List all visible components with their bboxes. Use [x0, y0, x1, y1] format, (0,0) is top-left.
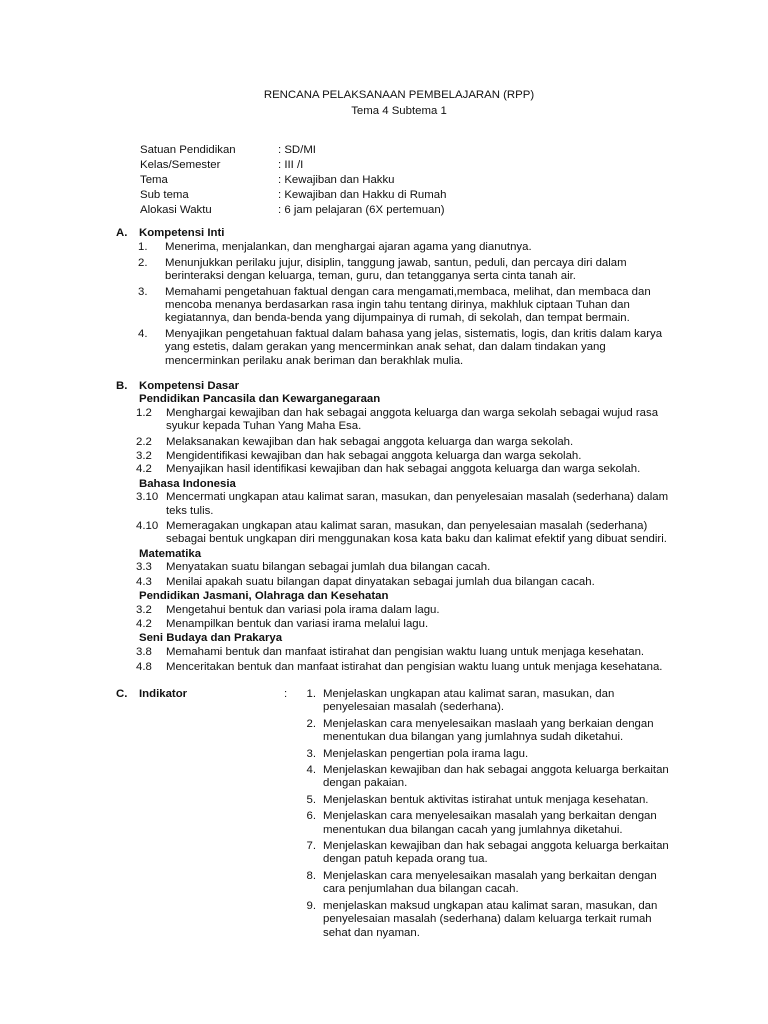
identity-row: [140, 143, 446, 158]
item-text: Menghargai kewajiban dan hak sebagai anggota keluarga dan warga sekolah sebagai wujud rasa syukur kepada Tuhan Yang Maha Esa.: [166, 406, 659, 433]
ki-list: [116, 241, 676, 368]
identity-label: Alokasi Waktu: [140, 204, 212, 216]
identity-table: [140, 143, 446, 218]
item-number: 3.8: [136, 645, 152, 658]
item-number: 4.2: [136, 617, 152, 630]
identity-value: : 6 jam pelajaran (6X pertemuan): [278, 204, 445, 216]
item-text: Menjelaskan cara menyelesaikan masalah yang berkaitan dengan cara penjumlahan dua bilangan cacah.: [323, 869, 657, 896]
item-number: 5.: [306, 793, 316, 806]
item-number: 1.: [306, 688, 316, 700]
list-item: [292, 900, 672, 940]
list-item: [116, 257, 676, 284]
section-letter: C.: [116, 688, 128, 700]
subject-heading: Pendidikan Pancasila dan Kewarganegaraan: [139, 393, 381, 406]
section-heading: [116, 380, 676, 393]
list-item: [292, 810, 672, 837]
identity-value: : Kewajiban dan Hakku di Rumah: [278, 189, 447, 201]
document-header: [0, 87, 768, 119]
list-item: [116, 241, 676, 254]
item-number: 4.8: [136, 661, 152, 674]
list-item: [116, 328, 676, 368]
identity-value: : SD/MI: [278, 144, 316, 156]
item-number: 3.: [138, 285, 148, 298]
list-item: [292, 794, 672, 807]
item-number: 7.: [306, 840, 316, 853]
item-number: 2.: [138, 256, 148, 269]
indikator-list: [292, 688, 672, 943]
item-text: Menyajikan hasil identifikasi kewajiban dan hak sebagai anggota keluarga dan warga sekolah.: [166, 463, 641, 476]
list-item: [292, 688, 672, 715]
item-text: Memeragakan ungkapan atau kalimat saran, masukan, dan penyelesaian masalah (sederhana) sebagai bentuk ungkapan diri menggunakan kosa kata baku dan kalimat efektif yang dibuat sendiri.: [166, 520, 667, 546]
identity-row: [140, 173, 446, 188]
document-title: RENCANA PELAKSANAAN PEMBELAJARAN (RPP): [263, 89, 535, 101]
indikator-colon: :: [284, 688, 288, 700]
identity-row: [140, 158, 446, 173]
item-text: Menunjukkan perilaku jujur, disiplin, tanggung jawab, santun, peduli, dan percaya diri dalam berinteraksi dengan keluarga, teman, guru, dan tetangganya serta cinta tanah air.: [165, 256, 627, 283]
item-number: 1.: [138, 241, 148, 254]
subject-heading: Bahasa Indonesia: [139, 477, 236, 490]
item-number: 4.: [306, 764, 316, 777]
list-item: [116, 436, 676, 449]
section-indikator: [116, 688, 676, 943]
identity-label: Satuan Pendidikan: [140, 144, 236, 156]
item-number: 3.2: [136, 603, 152, 616]
section-letter: B.: [116, 380, 128, 392]
item-text: Menilai apakah suatu bilangan dapat dinyatakan sebagai jumlah dua bilangan cacah.: [166, 575, 595, 588]
list-item: [116, 450, 676, 463]
item-text: Menjelaskan ungkapan atau kalimat saran, masukan, dan penyelesaian masalah (sederhana).: [323, 688, 615, 714]
identity-row: [140, 188, 446, 203]
item-text: Memahami bentuk dan manfaat istirahat dan pengisian waktu luang untuk menjaga kesehatan.: [166, 645, 645, 658]
list-item: [292, 748, 672, 761]
section-kompetensi-inti: [116, 227, 676, 368]
identity-label: Kelas/Semester: [140, 159, 221, 171]
item-text: Mengidentifikasi kewajiban dan hak sebagai anggota keluarga dan warga sekolah.: [166, 450, 582, 463]
identity-value: : III /I: [278, 159, 304, 171]
item-number: 2.: [306, 717, 316, 730]
section-letter: A.: [116, 227, 128, 239]
list-item: [116, 576, 676, 589]
item-number: 4.2: [136, 463, 152, 476]
item-text: Menyajikan pengetahuan faktual dalam bahasa yang jelas, sistematis, logis, dan kritis dalam karya yang estetis, dalam gerakan yang mencerminkan anak sehat, dan dalam tindakan yang mencerminkan perilaku anak beriman dan berakhlak mulia.: [165, 327, 663, 367]
section-title: Indikator: [139, 688, 188, 700]
list-item: [116, 618, 676, 631]
list-item: [292, 870, 672, 897]
subject-heading: Matematika: [139, 547, 202, 560]
item-text: Memahami pengetahuan faktual dengan cara mengamati,membaca, melihat, dan membaca dan mencoba menanya berdasarkan rasa ingin tahu tentang dirinya, makhluk ciptaan Tuhan dan kegiatannya, dan benda-benda yang dijumpainya di rumah, di sekolah, dan tempat bermain.: [165, 285, 651, 325]
item-number: 9.: [306, 899, 316, 912]
section-title: Kompetensi Dasar: [139, 380, 240, 392]
list-item: [116, 286, 676, 326]
list-item: [116, 604, 676, 617]
item-text: Menerima, menjalankan, dan menghargai ajaran agama yang dianutnya.: [165, 241, 532, 254]
item-text: Menjelaskan bentuk aktivitas istirahat untuk menjaga kesehatan.: [323, 793, 649, 806]
item-text: Menjelaskan cara menyelesaikan maslaah yang berkaian dengan menentukan dua bilangan yang jumlahnya sudah diketahui.: [323, 717, 654, 744]
subject-heading: Pendidikan Jasmani, Olahraga dan Kesehatan: [139, 590, 389, 603]
identity-row: [140, 203, 446, 218]
item-text: menjelaskan maksud ungkapan atau kalimat saran, masukan, dan penyelesaian masalah (sederhana) dalam keluarga terkait rumah sehat dan nyaman.: [323, 899, 658, 939]
list-item: [116, 463, 676, 476]
item-text: Menjelaskan pengertian pola irama lagu.: [323, 747, 529, 760]
identity-label: Tema: [140, 174, 168, 186]
list-item: [116, 491, 676, 518]
item-number: 3.2: [136, 450, 152, 463]
item-number: 4.10: [136, 520, 159, 533]
item-text: Menjelaskan cara menyelesaikan masalah yang berkaitan dengan menentukan dua bilangan cacah yang jumlahnya diketahui.: [323, 810, 657, 836]
subject-heading: Seni Budaya dan Prakarya: [139, 632, 283, 645]
item-number: 2.2: [136, 435, 152, 448]
item-text: Mencermati ungkapan atau kalimat saran, masukan, dan penyelesaian masalah (sederhana) dalam teks tulis.: [166, 491, 669, 517]
list-item: [116, 646, 676, 659]
item-number: 6.: [306, 810, 316, 823]
indikator-block: [116, 688, 676, 943]
section-heading: [116, 227, 676, 240]
identity-value: : Kewajiban dan Hakku: [278, 174, 395, 186]
item-text: Menceritakan bentuk dan manfaat istirahat dan pengisian waktu luang untuk menjaga kesehatana.: [166, 661, 663, 674]
list-item: [116, 520, 676, 547]
item-number: 3.10: [136, 491, 159, 504]
item-text: Menampilkan bentuk dan variasi irama melalui lagu.: [166, 617, 429, 630]
item-text: Melaksanakan kewajiban dan hak sebagai anggota keluarga dan warga sekolah.: [166, 435, 574, 448]
list-item: [116, 561, 676, 574]
section-kompetensi-dasar: [116, 380, 676, 675]
list-item: [292, 718, 672, 745]
item-text: Mengetahui bentuk dan variasi pola irama dalam lagu.: [166, 603, 440, 616]
section-title: Kompetensi Inti: [139, 227, 225, 239]
item-text: Menyatakan suatu bilangan sebagai jumlah dua bilangan cacah.: [166, 561, 491, 574]
item-number: 4.: [138, 327, 148, 340]
list-item: [116, 661, 676, 674]
item-text: Menjelaskan kewajiban dan hak sebagai anggota keluarga berkaitan dengan patuh kepada orang tua.: [323, 840, 669, 866]
identity-label: Sub tema: [140, 189, 189, 201]
list-item: [116, 407, 676, 434]
item-text: Menjelaskan kewajiban dan hak sebagai anggota keluarga berkaitan dengan pakaian.: [323, 764, 669, 790]
list-item: [292, 840, 672, 867]
item-number: 3.3: [136, 561, 152, 574]
list-item: [292, 764, 672, 791]
item-number: 8.: [306, 869, 316, 882]
item-number: 4.3: [136, 575, 152, 588]
item-number: 3.: [306, 747, 316, 760]
item-number: 1.2: [136, 406, 152, 419]
document-subtitle: Tema 4 Subtema 1: [351, 105, 447, 117]
